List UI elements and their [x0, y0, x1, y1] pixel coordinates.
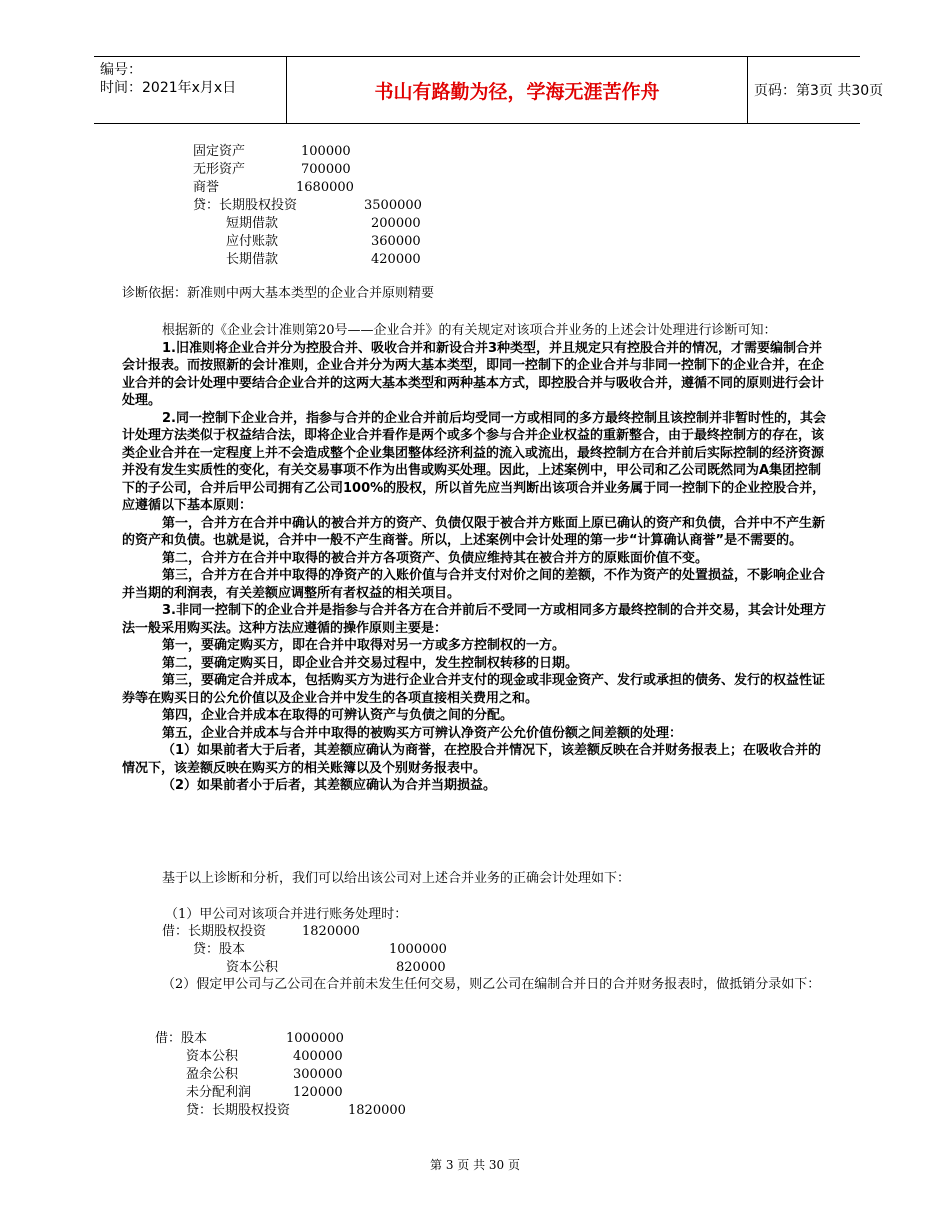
entry-name: 商誉 — [193, 180, 220, 195]
step1-debit-amount: 1820000 — [302, 924, 360, 939]
entry-name: 固定资产 — [193, 144, 246, 159]
paragraph: 第一，合并方在合并中确认的被合并方的资产、负债仅限于被合并方账面上原已确认的资产和负债，合并中不产生新的资产和负债。也就是说，合并中一般不产生商誉。所以，上述案例中会计处理的第一步“计算确认商誉”是不需要的。 — [122, 515, 826, 548]
paragraph: 1.旧准则将企业合并分为控股合并、吸收合并和新设合并3种类型，并且规定只有控股合并的情况，才需要编制合并会计报表。而按照新的会计准则，企业合并分为两大基本类型，即同一控制下的企业合并与非同一控制下的企业合并，在企业合并的会计处理中要结合企业合并的这两大基本类型和两种基本方式，即控股合并与吸收合并，遵循不同的原则进行会计处理。 — [122, 340, 825, 408]
body-text — [122, 322, 828, 795]
paragraph: 第三，合并方在合并中取得的净资产的入账价值与合并支付对价之间的差额，不作为资产的处置损益，不影响企业合并当期的利润表，有关差额应调整所有者权益的相关项目。 — [122, 568, 826, 601]
paragraph: 第一，要确定购买方，即在合并中取得对另一方或多方控制权的一方。 — [162, 638, 566, 653]
entry-name: 短期借款 — [226, 216, 279, 231]
entry-amount: 700000 — [301, 162, 351, 177]
entry-name: 长期借款 — [226, 252, 279, 267]
step1-credit-amount: 1000000 — [389, 942, 447, 957]
diagnosis-basis: 诊断依据：新准则中两大基本类型的企业合并原则精要 — [122, 286, 435, 301]
step2-item-amount: 300000 — [293, 1067, 343, 1082]
step1-credit2: 资本公积 — [226, 960, 279, 975]
credit-amount: 3500000 — [364, 198, 422, 213]
credit-label: 贷：长期股权投资 — [193, 198, 298, 213]
step1-credit2-amount: 820000 — [396, 960, 446, 975]
paragraph: 2.同一控制下企业合并，指参与合并的企业合并前后均受同一方或相同的多方最终控制且该控制并非暂时性的，其会计处理方法类似于权益结合法，即将企业合并看作是两个或多个参与合并企业权益的重新整合，由于最终控制方的存在，该类企业合并在一定程度上并不会造成整个企业集团整体经济利益的流入或流出，最终控制方在合并前后实际控制的经济资源并没有发生实质性的变化，有关交易事项不作为出售或购买处理。因此，上述案例中，甲公司和乙公司既然同为A集团控制下的子公司，合并后甲公司拥有乙公司100%的股权，所以首先应当判断出该项合并业务属于同一控制下的企业控股合并，应遵循以下基本原则： — [122, 410, 826, 513]
step2-credit-amount: 1820000 — [348, 1103, 406, 1118]
paragraph: 第二，合并方在合并中取得的被合并方各项资产、负债应维持其在被合并方的原账面价值不变。 — [162, 550, 709, 566]
motto: 书山有路勤为径，学海无涯苦作舟 — [286, 57, 748, 123]
step1-debit: 借：长期股权投资 — [162, 924, 267, 939]
step2-item: 未分配利润 — [186, 1085, 252, 1100]
paragraph: 第三，要确定合并成本，包括购买方为进行企业合并支付的现金或非现金资产、发行或承担的债务、发行的权益性证券等在购买日的公允价值以及企业合并中发生的各项直接相关费用之和。 — [122, 673, 826, 706]
step2-item-amount: 120000 — [293, 1085, 343, 1100]
step2-debit: 借：股本 — [155, 1031, 208, 1046]
step1-credit: 贷：股本 — [193, 942, 246, 957]
paragraph-intro: 根据新的《企业会计准则第20号——企业合并》的有关规定对该项合并业务的上述会计处理进行诊断可知： — [162, 323, 777, 338]
entry-amount: 360000 — [371, 234, 421, 249]
step2-debit-amount: 1000000 — [286, 1031, 344, 1046]
page-label: 页码：第3页 共30页 — [754, 83, 884, 99]
entry-amount: 420000 — [371, 252, 421, 267]
paragraph: 第五，企业合并成本与合并中取得的被购买方可辨认净资产公允价值份额之间差额的处理： — [162, 725, 683, 741]
paragraph: （2）如果前者小于后者，其差额应确认为合并当期损益。 — [162, 778, 497, 793]
entry-amount: 100000 — [301, 144, 351, 159]
number-label: 编号： — [100, 62, 142, 78]
page-footer: 第 3 页 共 30 页 — [430, 1158, 520, 1172]
header-left — [94, 57, 286, 123]
paragraph: 第二，要确定购买日，即企业合并交易过程中，发生控制权转移的日期。 — [162, 655, 579, 671]
entry-name: 应付账款 — [226, 234, 279, 249]
step1-title: （1）甲公司对该项合并进行账务处理时： — [165, 907, 408, 922]
entry-amount: 200000 — [371, 216, 421, 231]
step2-credit: 贷：长期股权投资 — [186, 1103, 291, 1118]
step2-item: 资本公积 — [186, 1049, 239, 1064]
step2-item: 盈余公积 — [186, 1067, 239, 1082]
step2-item-amount: 400000 — [293, 1049, 343, 1064]
step2-title: （2）假定甲公司与乙公司在合并前未发生任何交易，则乙公司在编制合并日的合并财务报表时，做抵销分录如下： — [162, 977, 821, 992]
conclusion: 基于以上诊断和分析，我们可以给出该公司对上述合并业务的正确会计处理如下： — [162, 871, 631, 886]
entry-amount: 1680000 — [296, 180, 354, 195]
time-label: 时间：2021年x月x日 — [100, 80, 237, 96]
paragraph: 第四，企业合并成本在取得的可辨认资产与负债之间的分配。 — [162, 708, 514, 723]
paragraph: 3.非同一控制下的企业合并是指参与合并各方在合并前后不受同一方或相同多方最终控制的合并交易，其会计处理方法一般采用购买法。这种方法应遵循的操作原则主要是： — [122, 603, 826, 636]
entry-name: 无形资产 — [193, 162, 246, 177]
paragraph: （1）如果前者大于后者，其差额应确认为商誉，在控股合并情况下，该差额反映在合并财务报表上；在吸收合并的情况下，该差额反映在购买方的相关账簿以及个别财务报表中。 — [122, 743, 822, 776]
page-header — [94, 56, 884, 124]
